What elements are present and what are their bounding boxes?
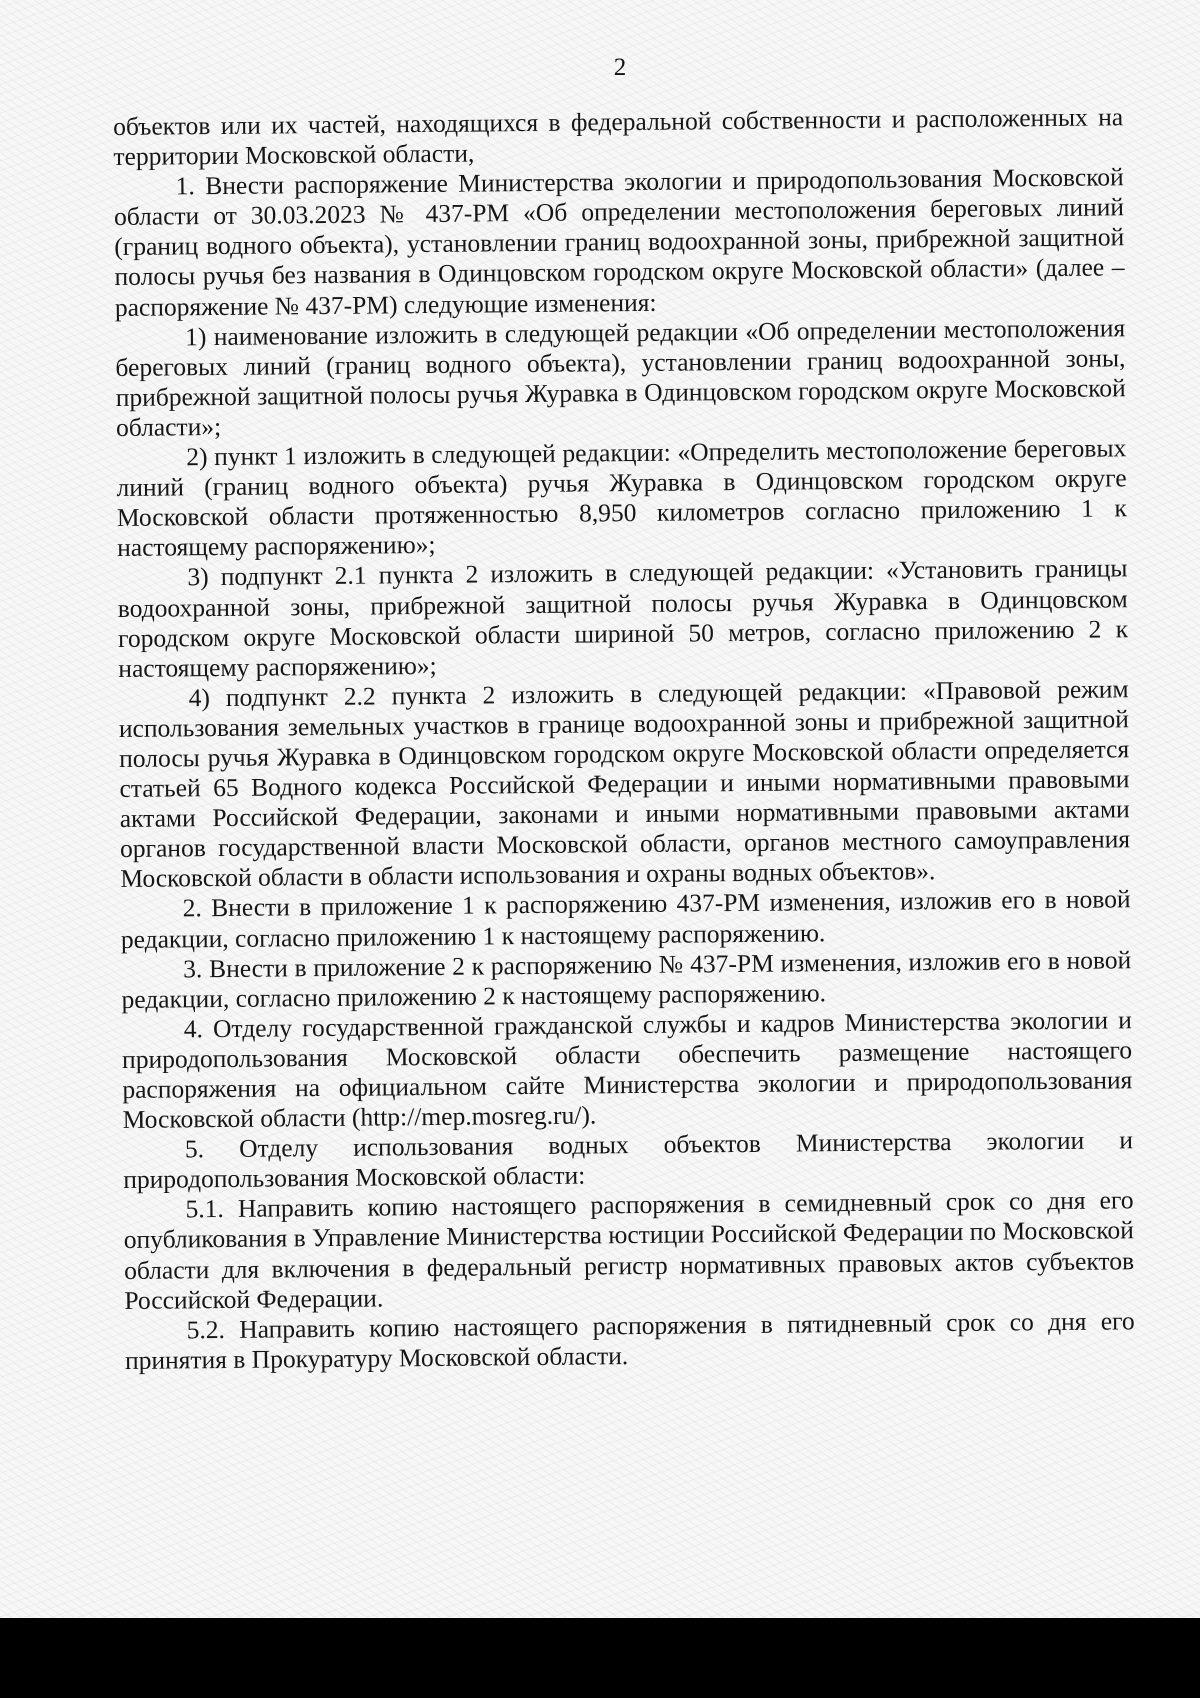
- paragraph-item-4: 4. Отделу государственной гражданской службы и кадров Министерства экологии и природопользования Московской области обеспечить размещение настоящего распоряжения на официальном сайте Министерства экологии и природопользования Московской области (http://mep.mosreg.ru/).: [121, 1005, 1133, 1135]
- page-number: 2: [613, 54, 627, 81]
- paragraph-subitem-2: 2) пункт 1 изложить в следующей редакции: «Определить местоположение береговых линий (границ водного объекта) ручья Журавка в Одинцовском городском округе Московской области протяженностью 8,950 километров согласно приложению 1 к настоящему распоряжению»;: [116, 433, 1127, 563]
- paragraph-item-5-2: 5.2. Направить копию настоящего распоряжения в пятидневный срок со дня его принятия в Прокуратуру Московской области.: [124, 1305, 1135, 1375]
- paragraph-subitem-4: 4) подпункт 2.2 пункта 2 изложить в следующей редакции: «Правовой режим использования земельных участков в границе водоохранной зоны и прибрежной защитной полосы ручья Журавка в Одинцовском городском округе Московской области определяется статьей 65 Водного кодекса Российской Федерации и иными нормативными правовыми актами Российской Федерации, законами и иными нормативными правовыми актами органов государственной власти Московской области, органов местного самоуправления Московской области в области использования и охраны водных объектов».: [118, 674, 1131, 894]
- paragraph-subitem-1: 1) наименование изложить в следующей редакции «Об определении местоположения береговых линий (границ водного объекта), установлении границ водоохранной зоны, прибрежной защитной полосы ручья Журавка в Одинцовском городском округе Московской области»;: [115, 312, 1126, 442]
- paragraph-item-2: 2. Внести в приложение 1 к распоряжению 437-РМ изменения, изложив его в новой редакции, согласно приложению 1 к настоящему распоряжению.: [120, 884, 1131, 954]
- paragraph-item-5-1: 5.1. Направить копию настоящего распоряжения в семидневный срок со дня его опубликования в Управление Министерства юстиции Российской Федерации по Московской области для включения в федеральный регистр нормативных правовых актов субъектов Российской Федерации.: [123, 1185, 1135, 1315]
- paragraph-subitem-3: 3) подпункт 2.1 пункта 2 изложить в следующей редакции: «Установить границы водоохранной зоны, прибрежной защитной полосы ручья Журавка в Одинцовском городском округе Московской области шириной 50 метров, согласно приложению 2 к настоящему распоряжению»;: [117, 553, 1129, 683]
- paragraph-item-5: 5. Отделу использования водных объектов Министерства экологии и природопользования Московской области:: [123, 1125, 1134, 1195]
- paragraph-item-3: 3. Внести в приложение 2 к распоряжению № 437-РМ изменения, изложив его в новой редакции, согласно приложению 2 к настоящему распоряжению.: [121, 944, 1132, 1014]
- paragraph-item-1: 1. Внести распоряжение Министерства экологии и природопользования Московской области от 30.03.2023 № 437-РМ «Об определении местоположения береговых линий (границ водного объекта), установлении границ водоохранной зоны, прибрежной защитной полосы ручья без названия в Одинцовском городском округе Московской области» (далее – распоряжение № 437-РМ) следующие изменения:: [113, 162, 1125, 322]
- document-body: [113, 102, 1135, 1376]
- paragraph-continuation: объектов или их частей, находящихся в федеральной собственности и расположенных на территории Московской области,: [113, 102, 1124, 172]
- scan-bottom-border: [0, 1618, 1200, 1698]
